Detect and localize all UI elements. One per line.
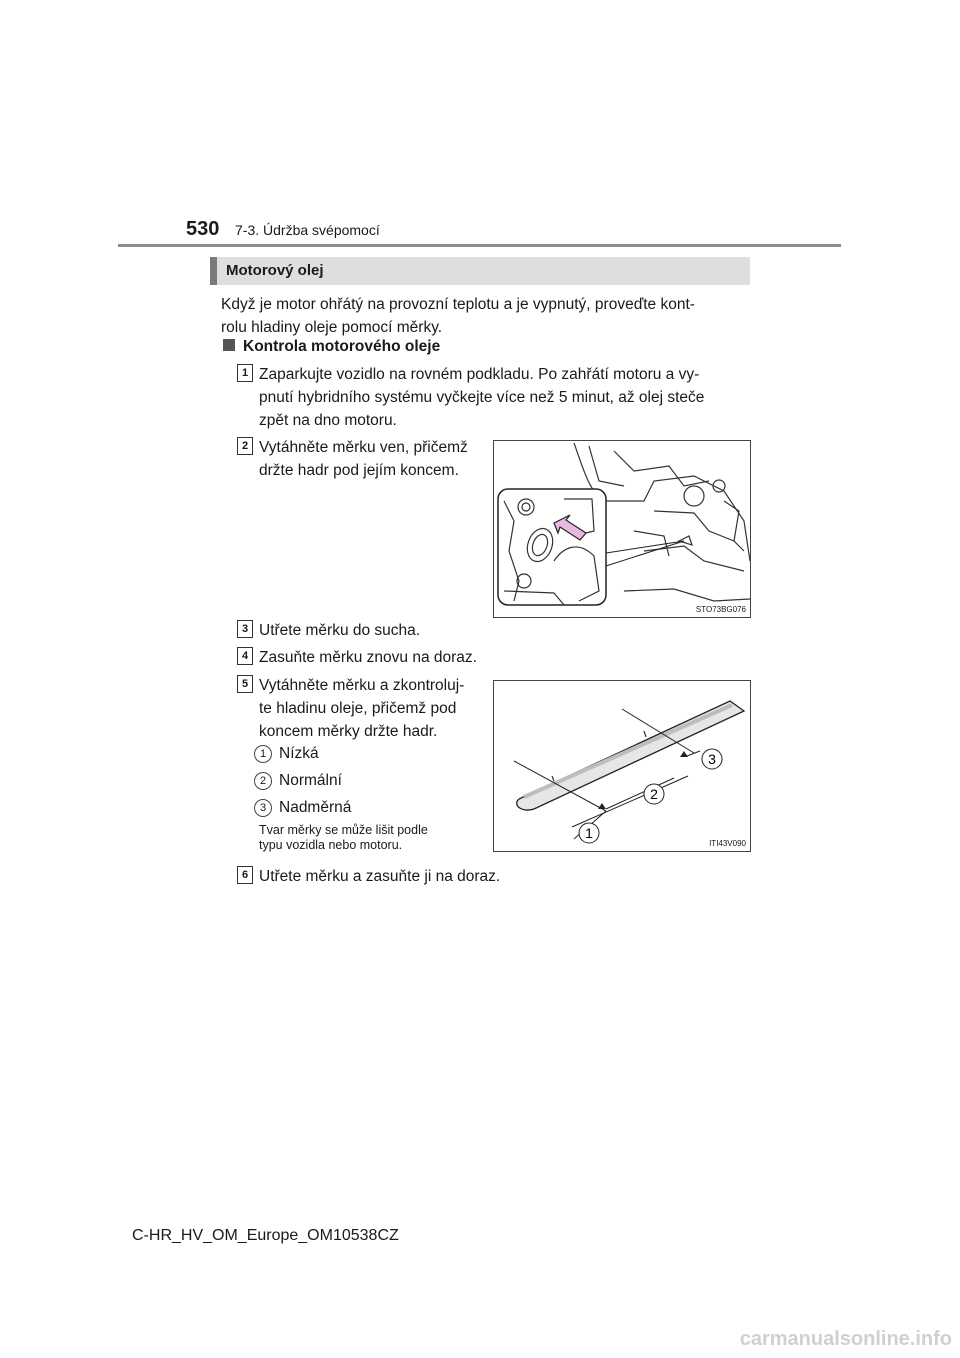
step-line: Vytáhněte měrku ven, přičemž	[259, 439, 468, 456]
step-5-text	[259, 674, 489, 743]
step-3-text: Utřete měrku do sucha.	[259, 622, 421, 639]
engine-bay-drawing	[494, 441, 750, 617]
level-number-3: 3	[254, 799, 272, 817]
step-line: koncem měrky držte hadr.	[259, 723, 438, 740]
step-line: držte hadr pod jejím koncem.	[259, 462, 459, 479]
dipstick-drawing	[494, 681, 750, 851]
note-line: typu vozidla nebo motoru.	[259, 838, 403, 852]
page-number: 530	[186, 218, 220, 240]
step-number-1: 1	[237, 364, 253, 382]
chapter-title: 7-3. Údržba svépomocí	[235, 222, 380, 238]
step-line: pnutí hybridního systému vyčkejte více než 5 minut, až olej steče	[259, 389, 705, 406]
step-line: Vytáhněte měrku a zkontroluj-	[259, 677, 465, 694]
callout-1: 1	[585, 825, 593, 841]
step-number-5: 5	[237, 675, 253, 693]
intro-paragraph	[221, 293, 749, 339]
engine-dipstick-illustration	[493, 440, 751, 618]
step-2-text	[259, 436, 468, 482]
callout-2: 2	[650, 786, 658, 802]
intro-line: rolu hladiny oleje pomocí měrky.	[221, 319, 443, 336]
level-number-1: 1	[254, 745, 272, 763]
section-header	[210, 257, 750, 285]
subheading	[223, 338, 440, 356]
step-1-text	[259, 363, 749, 432]
document-footer: C-HR_HV_OM_Europe_OM10538CZ	[132, 1227, 399, 1244]
level-label-low: Nízká	[279, 745, 319, 762]
step-6-text: Utřete měrku a zasuňte ji na doraz.	[259, 868, 501, 885]
figure-code: STO73BG076	[695, 605, 746, 614]
note-line: Tvar měrky se může lišit podle	[259, 823, 428, 837]
shape-note	[259, 823, 477, 853]
subheading-text: Kontrola motorového oleje	[243, 338, 441, 355]
level-label-normal: Normální	[279, 772, 342, 789]
step-number-4: 4	[237, 647, 253, 665]
level-number-2: 2	[254, 772, 272, 790]
step-number-6: 6	[237, 866, 253, 884]
step-4-text: Zasuňte měrku znovu na doraz.	[259, 649, 477, 666]
figure-code: ITI43V090	[709, 839, 746, 848]
step-line: Zaparkujte vozidlo na rovném podkladu. Po zahřátí motoru a vy-	[259, 366, 700, 383]
step-number-3: 3	[237, 620, 253, 638]
step-line: te hladinu oleje, přičemž pod	[259, 700, 457, 717]
step-line: zpět na dno motoru.	[259, 412, 397, 429]
watermark: carmanualsonline.info	[739, 1328, 952, 1350]
intro-line: Když je motor ohřátý na provozní teplotu a je vypnutý, proveďte kont-	[221, 296, 695, 313]
square-bullet-icon	[223, 339, 235, 351]
section-title: Motorový olej	[226, 262, 324, 279]
callout-3: 3	[708, 751, 716, 767]
section-accent	[210, 257, 217, 285]
dipstick-level-illustration	[493, 680, 751, 852]
step-number-2: 2	[237, 437, 253, 455]
header-divider	[118, 244, 841, 247]
level-label-excess: Nadměrná	[279, 799, 352, 816]
